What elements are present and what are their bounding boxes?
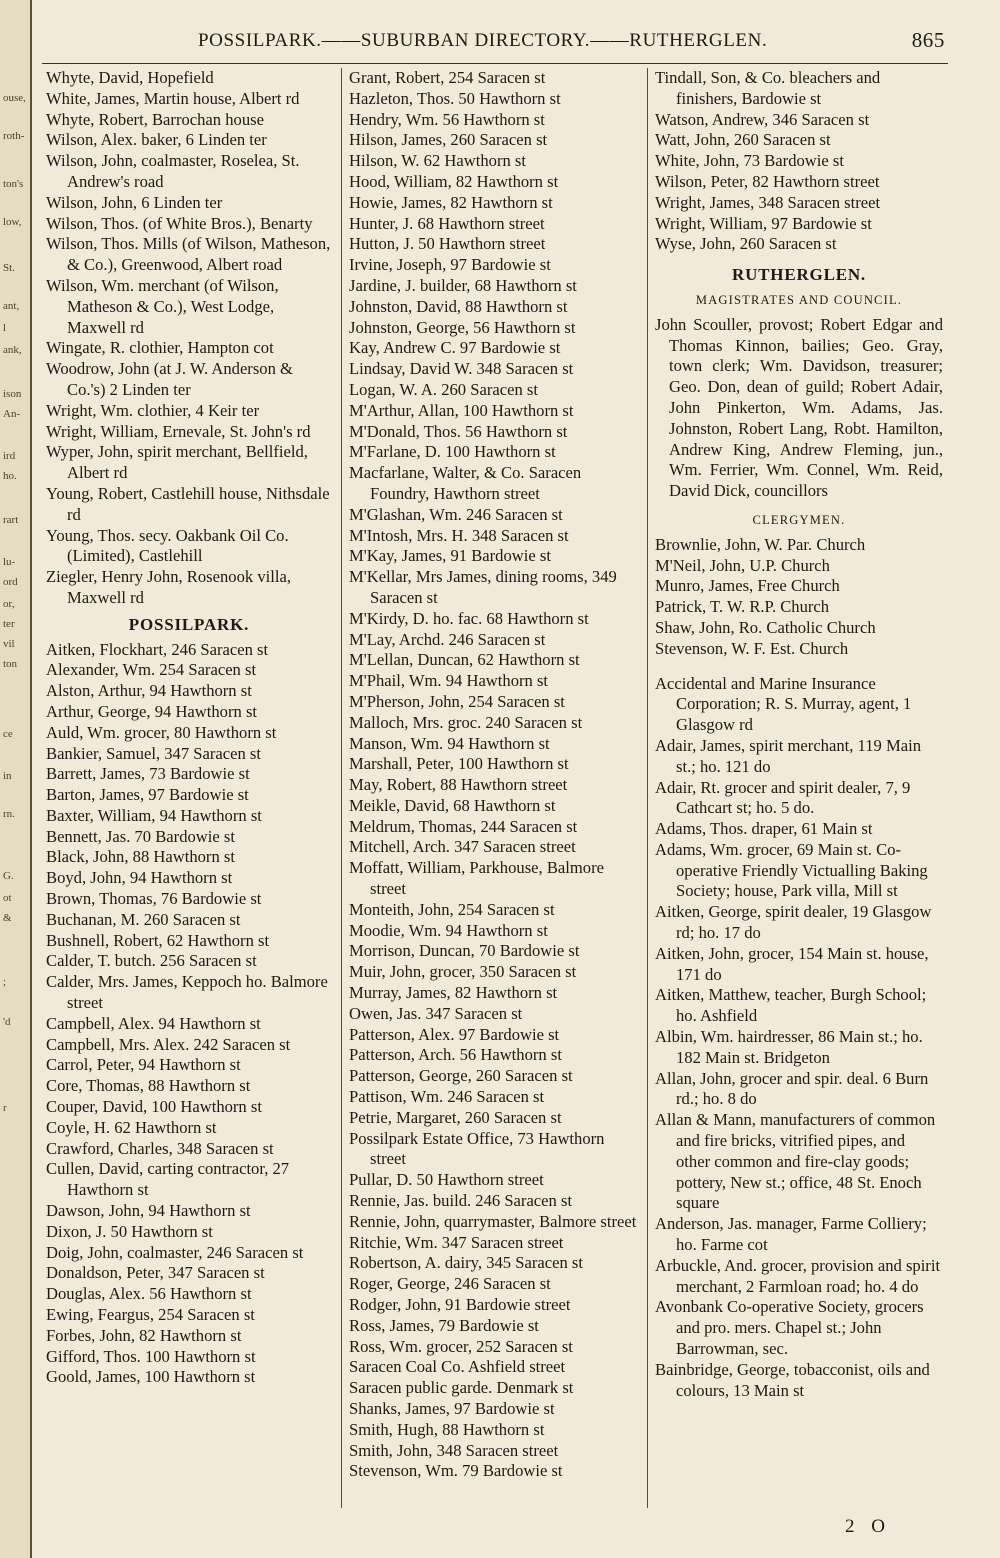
adjacent-page-gutter bbox=[0, 0, 32, 1558]
directory-entry: Alston, Arthur, 94 Hawthorn st bbox=[46, 681, 252, 701]
directory-entry: Saracen public garde. Denmark st bbox=[349, 1378, 574, 1398]
directory-entry: Moodie, Wm. 94 Hawthorn st bbox=[349, 920, 548, 940]
directory-entry: Wingate, R. clothier, Hampton cot bbox=[46, 338, 274, 358]
directory-entry: Pullar, D. 50 Hawthorn street bbox=[349, 1170, 544, 1190]
directory-entry: Wilson, Alex. baker, 6 Linden ter bbox=[46, 130, 267, 150]
directory-entry: Irvine, Joseph, 97 Bardowie st bbox=[349, 255, 551, 275]
running-title: POSSILPARK.——SUBURBAN DIRECTORY.——RUTHERGLEN. bbox=[198, 30, 768, 51]
directory-entry: Manson, Wm. 94 Hawthorn st bbox=[349, 733, 550, 753]
margin-fragment: roth- bbox=[3, 130, 25, 142]
margin-fragment: ant, bbox=[3, 300, 20, 312]
directory-entry: Malloch, Mrs. groc. 240 Saracen st bbox=[349, 712, 583, 732]
directory-entry: Brown, Thomas, 76 Bardowie st bbox=[46, 889, 262, 909]
directory-entry: Rennie, Jas. build. 246 Saracen st bbox=[349, 1191, 573, 1211]
directory-entry: Bushnell, Robert, 62 Hawthorn st bbox=[46, 930, 270, 950]
directory-entry: Wilson, Wm. merchant (of Wilson, Matheson & Co.), West Lodge, Maxwell rd bbox=[46, 275, 279, 337]
entries-list bbox=[655, 68, 943, 255]
margin-fragment: ton bbox=[3, 658, 18, 670]
directory-entry: Ross, James, 79 Bardowie st bbox=[349, 1315, 539, 1335]
entries-list bbox=[46, 68, 332, 609]
clergy-list bbox=[655, 535, 943, 660]
margin-fragment: ce bbox=[3, 728, 13, 740]
directory-column-3 bbox=[655, 68, 943, 1401]
directory-entry: Boyd, John, 94 Hawthorn st bbox=[46, 868, 233, 888]
directory-entry: M'Lellan, Duncan, 62 Hawthorn st bbox=[349, 650, 580, 670]
directory-entry: Johnston, George, 56 Hawthorn st bbox=[349, 317, 576, 337]
directory-entry: Adams, Thos. draper, 61 Main st bbox=[655, 819, 873, 839]
directory-entry: Alexander, Wm. 254 Saracen st bbox=[46, 660, 257, 680]
directory-entry: Wilson, John, 6 Linden ter bbox=[46, 192, 223, 212]
margin-fragment: l bbox=[3, 322, 7, 334]
directory-entry: M'Kirdy, D. ho. fac. 68 Hawthorn st bbox=[349, 608, 589, 628]
directory-entry: Dawson, John, 94 Hawthorn st bbox=[46, 1201, 251, 1221]
directory-entry: Monteith, John, 254 Saracen st bbox=[349, 899, 555, 919]
directory-entry: Shaw, John, Ro. Catholic Church bbox=[655, 617, 876, 637]
section-heading-rutherglen: RUTHERGLEN. bbox=[732, 265, 866, 285]
directory-entry: M'Intosh, Mrs. H. 348 Saracen st bbox=[349, 525, 569, 545]
directory-entry: Allan, John, grocer and spir. deal. 6 Burn rd.; ho. 8 do bbox=[655, 1068, 929, 1109]
directory-entry: Watt, John, 260 Saracen st bbox=[655, 130, 831, 150]
directory-entry: Hood, William, 82 Hawthorn st bbox=[349, 171, 559, 191]
directory-entry: Mitchell, Arch. 347 Saracen street bbox=[349, 837, 576, 857]
directory-entry: Wright, William, Ernevale, St. John's rd bbox=[46, 421, 311, 441]
directory-entry: Auld, Wm. grocer, 80 Hawthorn st bbox=[46, 722, 277, 742]
directory-entry: Jardine, J. builder, 68 Hawthorn st bbox=[349, 275, 577, 295]
directory-entry: Kay, Andrew C. 97 Bardowie st bbox=[349, 338, 561, 358]
directory-entry: Ewing, Feargus, 254 Saracen st bbox=[46, 1305, 255, 1325]
margin-fragment: ison bbox=[3, 388, 22, 400]
directory-entry: Wilson, Thos. Mills (of Wilson, Matheson, & Co.), Greenwood, Albert road bbox=[46, 234, 331, 275]
margin-fragment: ; bbox=[3, 976, 7, 988]
directory-entry: M'Farlane, D. 100 Hawthorn st bbox=[349, 442, 556, 462]
directory-entry: May, Robert, 88 Hawthorn street bbox=[349, 775, 568, 795]
directory-entry: Cullen, David, carting contractor, 27 Hawthorn st bbox=[46, 1159, 290, 1200]
directory-entry: White, James, Martin house, Albert rd bbox=[46, 88, 300, 108]
directory-entry: Lindsay, David W. 348 Saracen st bbox=[349, 359, 574, 379]
directory-entry: M'Pherson, John, 254 Saracen st bbox=[349, 691, 565, 711]
directory-entry: Aitken, John, grocer, 154 Main st. house, 171 do bbox=[655, 943, 929, 984]
margin-fragment: in bbox=[3, 770, 12, 782]
directory-entry: Albin, Wm. hairdresser, 86 Main st.; ho. 182 Main st. Bridgeton bbox=[655, 1027, 923, 1067]
margin-fragment: ank, bbox=[3, 344, 22, 356]
directory-entry: Arthur, George, 94 Hawthorn st bbox=[46, 701, 258, 721]
column-divider-2 bbox=[647, 68, 648, 1508]
directory-entry: Patterson, George, 260 Saracen st bbox=[349, 1066, 573, 1086]
directory-entry: Douglas, Alex. 56 Hawthorn st bbox=[46, 1284, 252, 1304]
directory-entry: Ritchie, Wm. 347 Saracen street bbox=[349, 1232, 564, 1252]
directory-entry: Murray, James, 82 Hawthorn st bbox=[349, 983, 558, 1003]
margin-fragment: lu- bbox=[3, 556, 16, 568]
directory-entry: Meldrum, Thomas, 244 Saracen st bbox=[349, 816, 578, 836]
directory-entry: Howie, James, 82 Hawthorn st bbox=[349, 192, 553, 212]
council-paragraph: John Scouller, provost; Robert Edgar and Thomas Kinnon, bailies; Geo. Gray, town clerk; Wm. Davidson, treasurer; Geo. Don, dean of guild; Robert Adair, John Pinkerton, Wm. Adams, Jas. Johnston, Robert Lang, Robt. Hamilton, Andrew King, Andrew Fleming, jun., Wm. Ferrier, Wm. Connel, Wm. Reid, David Dick, councillors bbox=[655, 314, 943, 501]
directory-entry: White, John, 73 Bardowie st bbox=[655, 151, 844, 171]
directory-entry: Hilson, W. 62 Hawthorn st bbox=[349, 151, 527, 171]
directory-entry: Johnston, David, 88 Hawthorn st bbox=[349, 296, 568, 316]
directory-entry: Young, Robert, Castlehill house, Nithsdale rd bbox=[46, 483, 330, 524]
directory-entry: Pattison, Wm. 246 Saracen st bbox=[349, 1087, 545, 1107]
directory-entry: Rennie, John, quarrymaster, Balmore street bbox=[349, 1211, 637, 1231]
directory-entry: Wilson, Thos. (of White Bros.), Benarty bbox=[46, 213, 313, 233]
directory-entry: Patterson, Alex. 97 Bardowie st bbox=[349, 1024, 560, 1044]
directory-entry: Smith, Hugh, 88 Hawthorn st bbox=[349, 1419, 545, 1439]
directory-entry: Doig, John, coalmaster, 246 Saracen st bbox=[46, 1242, 304, 1262]
directory-entry: Ziegler, Henry John, Rosenook villa, Maxwell rd bbox=[46, 567, 291, 607]
directory-entry: Avonbank Co-operative Society, grocers and pro. mers. Chapel st.; John Barrowman, sec. bbox=[655, 1297, 924, 1359]
clergymen-heading: CLERGYMEN. bbox=[752, 512, 846, 527]
directory-entry: Young, Thos. secy. Oakbank Oil Co. (Limited), Castlehill bbox=[46, 525, 289, 566]
directory-entry: Arbuckle, And. grocer, provision and spirit merchant, 2 Farmloan road; ho. 4 do bbox=[655, 1255, 941, 1296]
directory-entry: Adams, Wm. grocer, 69 Main st. Co-operative Friendly Victualling Baking Society; house, Park villa, Mill st bbox=[655, 839, 928, 901]
directory-entry: Woodrow, John (at J. W. Anderson & Co.'s) 2 Linden ter bbox=[46, 359, 293, 399]
directory-entry: Morrison, Duncan, 70 Bardowie st bbox=[349, 941, 580, 961]
directory-entry: Barton, James, 97 Bardowie st bbox=[46, 785, 249, 805]
margin-fragment: An- bbox=[3, 408, 21, 420]
header-rule bbox=[42, 63, 948, 64]
directory-entry: Dixon, J. 50 Hawthorn st bbox=[46, 1221, 213, 1241]
directory-entry: Stevenson, W. F. Est. Church bbox=[655, 638, 849, 658]
directory-entry: Patrick, T. W. R.P. Church bbox=[655, 597, 830, 617]
directory-entry: M'Neil, John, U.P. Church bbox=[655, 555, 830, 575]
directory-entry: Carrol, Peter, 94 Hawthorn st bbox=[46, 1055, 241, 1075]
directory-entry: Robertson, A. dairy, 345 Saracen st bbox=[349, 1253, 583, 1273]
directory-entry: Wright, Wm. clothier, 4 Keir ter bbox=[46, 400, 260, 420]
directory-entry: Crawford, Charles, 348 Saracen st bbox=[46, 1138, 274, 1158]
directory-entry: Anderson, Jas. manager, Farme Colliery; ho. Farme cot bbox=[655, 1214, 927, 1255]
directory-entry: Possilpark Estate Office, 73 Hawthorn street bbox=[349, 1128, 605, 1169]
directory-entry: Hilson, James, 260 Saracen st bbox=[349, 130, 548, 150]
directory-entry: Hunter, J. 68 Hawthorn street bbox=[349, 213, 545, 233]
directory-entry: M'Kellar, Mrs James, dining rooms, 349 Saracen st bbox=[349, 567, 617, 607]
margin-fragment: & bbox=[3, 912, 12, 924]
directory-entry: Campbell, Mrs. Alex. 242 Saracen st bbox=[46, 1034, 291, 1054]
directory-entry: Bennett, Jas. 70 Bardowie st bbox=[46, 826, 235, 846]
directory-entry: Hazleton, Thos. 50 Hawthorn st bbox=[349, 88, 561, 108]
directory-entry: Goold, James, 100 Hawthorn st bbox=[46, 1367, 256, 1387]
directory-entry: Wilson, John, coalmaster, Roselea, St. Andrew's road bbox=[46, 151, 300, 191]
directory-entry: Buchanan, M. 260 Saracen st bbox=[46, 909, 241, 929]
margin-fragment: or, bbox=[3, 598, 15, 610]
margin-fragment: ter bbox=[3, 618, 15, 630]
possilpark-entries-list bbox=[46, 640, 332, 1389]
directory-entry: Rodger, John, 91 Bardowie street bbox=[349, 1295, 571, 1315]
margin-fragment: ton's bbox=[3, 178, 24, 190]
directory-entry: Forbes, John, 82 Hawthorn st bbox=[46, 1325, 242, 1345]
directory-entry: Aitken, George, spirit dealer, 19 Glasgow rd; ho. 17 do bbox=[655, 902, 932, 943]
directory-entry: Adair, James, spirit merchant, 119 Main st.; ho. 121 do bbox=[655, 735, 922, 776]
directory-entry: Wyse, John, 260 Saracen st bbox=[655, 234, 837, 254]
page-header bbox=[198, 28, 948, 58]
directory-column-2 bbox=[349, 68, 639, 1482]
directory-entry: Whyte, Robert, Barrochan house bbox=[46, 109, 264, 129]
margin-fragment: St. bbox=[3, 262, 15, 274]
directory-entry: Grant, Robert, 254 Saracen st bbox=[349, 68, 546, 87]
margin-fragment: rn. bbox=[3, 808, 15, 820]
directory-entry: Gifford, Thos. 100 Hawthorn st bbox=[46, 1346, 256, 1366]
directory-entry: Calder, Mrs. James, Keppoch ho. Balmore street bbox=[46, 972, 328, 1013]
signature-mark: 2 O bbox=[845, 1516, 891, 1537]
margin-fragment: 'd bbox=[3, 1016, 11, 1028]
margin-fragment: r bbox=[3, 1102, 7, 1114]
directory-entry: Calder, T. butch. 256 Saracen st bbox=[46, 951, 257, 971]
margin-fragment: rart bbox=[3, 514, 19, 526]
directory-entry: M'Donald, Thos. 56 Hawthorn st bbox=[349, 421, 568, 441]
directory-entry: Core, Thomas, 88 Hawthorn st bbox=[46, 1076, 251, 1096]
directory-entry: Baxter, William, 94 Hawthorn st bbox=[46, 805, 262, 825]
magistrates-heading: MAGISTRATES AND COUNCIL. bbox=[695, 292, 903, 307]
margin-fragment: vil bbox=[3, 638, 15, 650]
directory-entry: M'Phail, Wm. 94 Hawthorn st bbox=[349, 671, 549, 691]
directory-entry: Patterson, Arch. 56 Hawthorn st bbox=[349, 1045, 562, 1065]
directory-entry: Watson, Andrew, 346 Saracen st bbox=[655, 109, 870, 129]
directory-entry: Shanks, James, 97 Bardowie st bbox=[349, 1399, 555, 1418]
directory-entry: Couper, David, 100 Hawthorn st bbox=[46, 1097, 262, 1117]
directory-entry: Munro, James, Free Church bbox=[655, 576, 840, 596]
margin-fragment: ho. bbox=[3, 470, 17, 482]
margin-fragment: ird bbox=[3, 450, 16, 462]
directory-entry: Bainbridge, George, tobacconist, oils and colours, 13 Main st bbox=[655, 1359, 930, 1400]
directory-entry: Coyle, H. 62 Hawthorn st bbox=[46, 1117, 217, 1137]
directory-entry: Black, John, 88 Hawthorn st bbox=[46, 847, 235, 867]
directory-entry: Allan & Mann, manufacturers of common and fire bricks, vitrified pipes, and other common and fire-clay goods; pottery, New st.; office, 48 St. Enoch square bbox=[655, 1110, 936, 1213]
margin-fragment: ouse, bbox=[3, 92, 26, 104]
directory-entry: Moffatt, William, Parkhouse, Balmore street bbox=[349, 858, 604, 899]
directory-entry: Adair, Rt. grocer and spirit dealer, 7, 9 Cathcart st; ho. 5 do. bbox=[655, 777, 911, 818]
directory-entry: Meikle, David, 68 Hawthorn st bbox=[349, 795, 556, 815]
rutherglen-entries-list bbox=[655, 674, 943, 1402]
directory-entry: Aitken, Matthew, teacher, Burgh School; ho. Ashfield bbox=[655, 985, 927, 1026]
directory-entry: Ross, Wm. grocer, 252 Saracen st bbox=[349, 1336, 573, 1356]
directory-entry: Aitken, Flockhart, 246 Saracen st bbox=[46, 639, 269, 659]
directory-entry: Roger, George, 246 Saracen st bbox=[349, 1274, 551, 1294]
margin-fragment: low, bbox=[3, 216, 22, 228]
margin-fragment: ot bbox=[3, 892, 12, 904]
column-divider-1 bbox=[341, 68, 342, 1508]
directory-entry: Stevenson, Wm. 79 Bardowie st bbox=[349, 1461, 563, 1481]
directory-entry: Hutton, J. 50 Hawthorn street bbox=[349, 234, 546, 254]
directory-entry: Wilson, Peter, 82 Hawthorn street bbox=[655, 171, 880, 191]
section-heading-possilpark: POSSILPARK. bbox=[128, 614, 250, 634]
page-number: 865 bbox=[911, 28, 945, 52]
entries-list bbox=[349, 68, 639, 1482]
directory-entry: Wyper, John, spirit merchant, Bellfield, Albert rd bbox=[46, 442, 308, 483]
directory-entry: M'Kay, James, 91 Bardowie st bbox=[349, 546, 551, 566]
margin-fragment: G. bbox=[3, 870, 14, 882]
directory-column-1 bbox=[46, 68, 332, 1388]
directory-entry: Logan, W. A. 260 Saracen st bbox=[349, 379, 538, 399]
directory-entry: Marshall, Peter, 100 Hawthorn st bbox=[349, 754, 569, 774]
directory-entry: Hendry, Wm. 56 Hawthorn st bbox=[349, 109, 545, 129]
directory-entry: Whyte, David, Hopefield bbox=[46, 68, 214, 87]
spacer bbox=[655, 660, 943, 674]
directory-entry: Tindall, Son, & Co. bleachers and finishers, Bardowie st bbox=[655, 68, 881, 108]
directory-entry: Wright, James, 348 Saracen street bbox=[655, 192, 881, 212]
margin-fragment: ord bbox=[3, 576, 18, 588]
directory-entry: Muir, John, grocer, 350 Saracen st bbox=[349, 962, 577, 982]
directory-entry: Wright, William, 97 Bardowie st bbox=[655, 213, 872, 233]
directory-entry: M'Glashan, Wm. 246 Saracen st bbox=[349, 504, 563, 524]
directory-entry: Donaldson, Peter, 347 Saracen st bbox=[46, 1263, 265, 1283]
directory-entry: Macfarlane, Walter, & Co. Saracen Foundry, Hawthorn street bbox=[349, 463, 582, 503]
directory-entry: Campbell, Alex. 94 Hawthorn st bbox=[46, 1013, 261, 1033]
directory-entry: Petrie, Margaret, 260 Saracen st bbox=[349, 1107, 562, 1127]
directory-entry: Brownlie, John, W. Par. Church bbox=[655, 534, 866, 554]
directory-entry: Barrett, James, 73 Bardowie st bbox=[46, 764, 250, 784]
directory-entry: Owen, Jas. 347 Saracen st bbox=[349, 1003, 523, 1023]
directory-entry: Smith, John, 348 Saracen street bbox=[349, 1440, 559, 1460]
directory-entry: Bankier, Samuel, 347 Saracen st bbox=[46, 743, 261, 763]
directory-entry: Accidental and Marine Insurance Corporation; R. S. Murray, agent, 1 Glasgow rd bbox=[655, 673, 912, 735]
directory-entry: Saracen Coal Co. Ashfield street bbox=[349, 1357, 566, 1377]
directory-entry: M'Lay, Archd. 246 Saracen st bbox=[349, 629, 546, 649]
directory-entry: M'Arthur, Allan, 100 Hawthorn st bbox=[349, 400, 574, 420]
